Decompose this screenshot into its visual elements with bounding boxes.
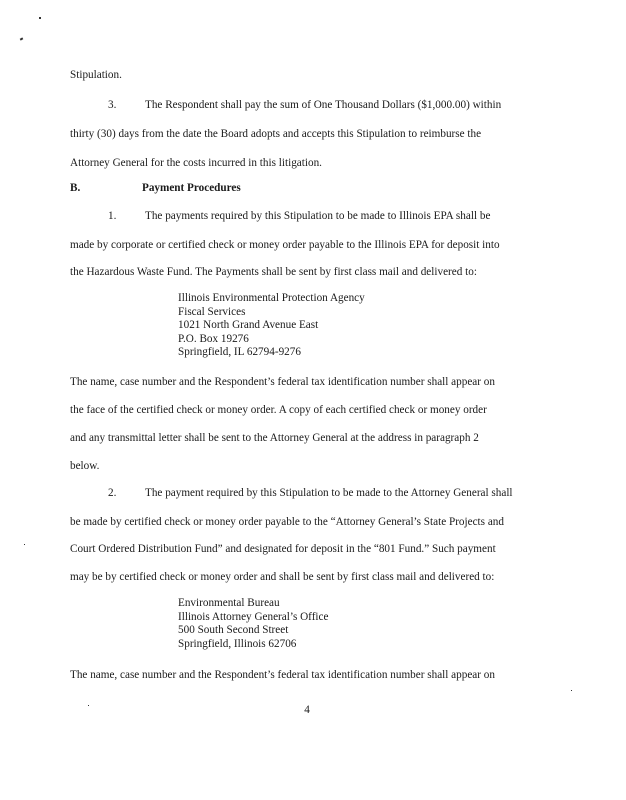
- text-line: The payment required by this Stipulation to be made to the Attorney General shall: [145, 487, 513, 499]
- section-heading: [70, 181, 550, 195]
- text-line: the face of the certified check or money order. A copy of each certified check or money order: [70, 404, 487, 416]
- scan-speck: [39, 17, 41, 19]
- paragraph-number: 2.: [108, 487, 117, 499]
- epa-address-block: [178, 292, 365, 360]
- text-line: the Hazardous Waste Fund. The Payments shall be sent by first class mail and delivered to:: [70, 266, 477, 278]
- text-line: Attorney General for the costs incurred in this litigation.: [70, 157, 322, 169]
- attorney-general-address-block: [178, 597, 328, 651]
- address-line: Fiscal Services: [178, 305, 246, 318]
- text-line: and any transmittal letter shall be sent to the Attorney General at the address in paragraph 2: [70, 432, 479, 444]
- page-number: 4: [304, 704, 310, 716]
- paragraph-number: 3.: [108, 99, 117, 111]
- text-line: below.: [70, 460, 100, 472]
- address-line: Springfield, IL 62794-9276: [178, 346, 301, 358]
- paragraph-b1-first-line: [108, 209, 588, 223]
- text-line: may be by certified check or money order and shall be sent by first class mail and delivered to:: [70, 571, 495, 583]
- text-line: made by corporate or certified check or money order payable to the Illinois EPA for deposit into: [70, 239, 500, 251]
- address-line: 1021 North Grand Avenue East: [178, 319, 319, 331]
- text-line: The payments required by this Stipulation to be made to Illinois EPA shall be: [145, 210, 491, 222]
- section-letter: B.: [70, 182, 81, 194]
- scan-speck: [571, 690, 572, 691]
- scan-speck: [20, 37, 24, 40]
- text-line: Stipulation.: [70, 69, 122, 81]
- address-line: Illinois Environmental Protection Agency: [178, 292, 365, 304]
- section-title: Payment Procedures: [142, 182, 241, 194]
- text-line: The Respondent shall pay the sum of One Thousand Dollars ($1,000.00) within: [145, 99, 502, 111]
- text-line: The name, case number and the Respondent’s federal tax identification number shall appear on: [70, 376, 495, 388]
- paragraph-number: 1.: [108, 210, 117, 222]
- scan-speck: [24, 544, 25, 545]
- text-line: Court Ordered Distribution Fund” and designated for deposit in the “801 Fund.” Such payment: [70, 543, 496, 555]
- paragraph-b2-first-line: [108, 486, 588, 500]
- address-line: P.O. Box 19276: [178, 332, 249, 345]
- text-line: The name, case number and the Respondent’s federal tax identification number shall appear on: [70, 669, 495, 681]
- address-line: Environmental Bureau: [178, 597, 280, 609]
- paragraph-3-first-line: [108, 98, 588, 112]
- text-line: thirty (30) days from the date the Board adopts and accepts this Stipulation to reimburse the: [70, 128, 482, 140]
- address-line: Springfield, Illinois 62706: [178, 637, 297, 650]
- address-line: 500 South Second Street: [178, 624, 289, 636]
- text-line: be made by certified check or money order payable to the “Attorney General’s State Projects and: [70, 516, 504, 528]
- address-line: Illinois Attorney General’s Office: [178, 610, 329, 623]
- scan-speck: [88, 705, 89, 706]
